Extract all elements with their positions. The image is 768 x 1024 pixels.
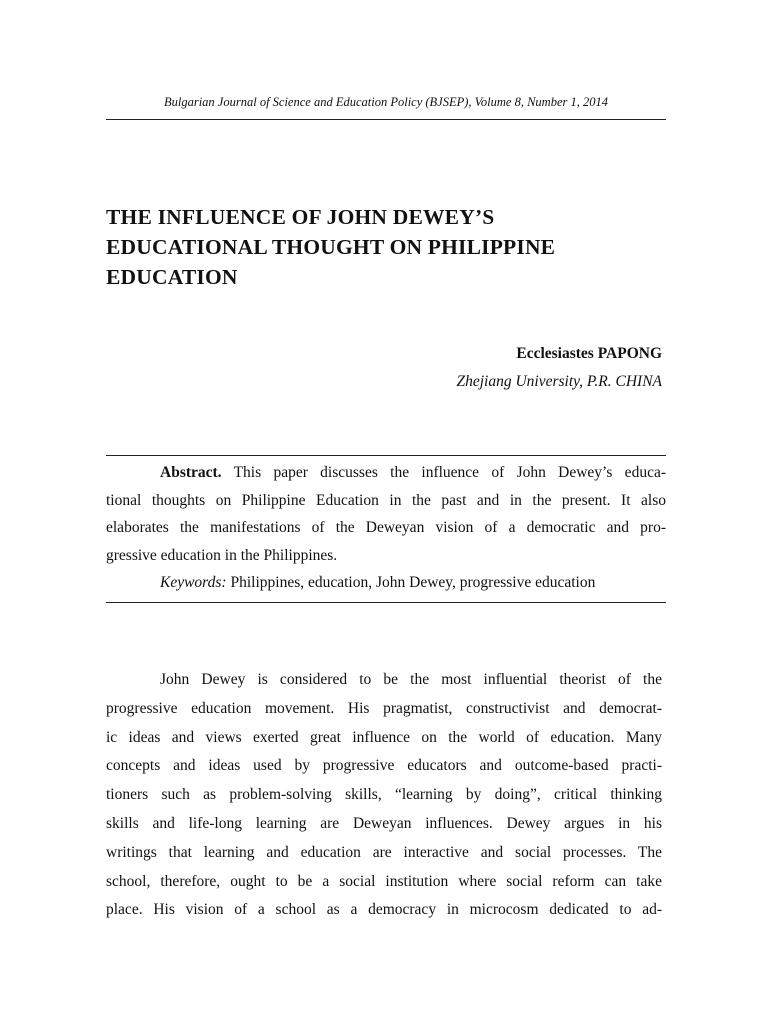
article-title	[106, 202, 676, 292]
abstract-text: This paper discusses the influence of John Dewey’s educa-	[221, 464, 666, 481]
abstract-line: elaborates the manifestations of the Deweyan vision of a democratic and pro-	[106, 519, 666, 536]
body-line: ic ideas and views exerted great influence on the world of education. Many	[106, 728, 662, 746]
title-line: THE INFLUENCE OF JOHN DEWEY’S	[106, 205, 495, 229]
body-line: school, therefore, ought to be a social institution where social reform can take	[106, 872, 662, 890]
author-affiliation: Zhejiang University, P.R. CHINA	[456, 373, 662, 390]
keywords-text: Philippines, education, John Dewey, progressive education	[226, 574, 596, 591]
running-header: Bulgarian Journal of Science and Education Policy (BJSEP), Volume 8, Number 1, 2014	[163, 95, 608, 109]
body-paragraph	[106, 666, 662, 925]
body-line: place. His vision of a school as a democracy in microcosm dedicated to ad-	[106, 901, 662, 919]
abstract-line: gressive education in the Philippines.	[106, 546, 338, 564]
body-line: skills and life-long learning are Deweyan influences. Dewey argues in his	[106, 814, 662, 832]
body-line: progressive education movement. His pragmatist, constructivist and democrat-	[106, 699, 662, 717]
abstract-line: tional thoughts on Philippine Education in the past and in the present. It also	[106, 491, 666, 509]
body-line: writings that learning and education are interactive and social processes. The	[106, 843, 662, 861]
body-line: concepts and ideas used by progressive educators and outcome-based practi-	[106, 757, 662, 775]
header-rule	[106, 119, 666, 120]
abstract-label: Abstract.	[160, 464, 222, 481]
title-line: EDUCATION	[106, 265, 238, 289]
body-line: tioners such as problem-solving skills, “learning by doing”, critical thinking	[106, 786, 662, 804]
title-line: EDUCATIONAL THOUGHT ON PHILIPPINE	[106, 235, 556, 259]
body-line: John Dewey is considered to be the most influential theorist of the	[160, 671, 662, 688]
abstract-section	[106, 455, 666, 603]
keywords-line	[106, 569, 666, 597]
abstract-line	[106, 459, 666, 487]
keywords-label: Keywords:	[160, 574, 227, 591]
author-name: Ecclesiastes PAPONG	[516, 345, 662, 362]
